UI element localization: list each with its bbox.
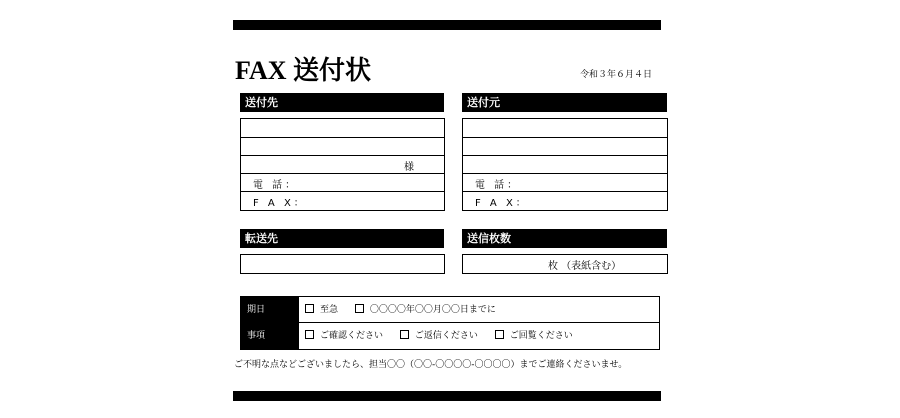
from-line-2[interactable] <box>463 138 667 156</box>
honorific-label: 様 <box>404 162 414 173</box>
matter-option-circulate-label: ご回覧ください <box>509 331 573 341</box>
to-line-1[interactable] <box>241 119 444 138</box>
from-line-1[interactable] <box>463 119 667 138</box>
matter-option-confirm-label: ご確認ください <box>320 331 384 341</box>
checkbox-icon[interactable] <box>495 330 504 339</box>
to-phone-label: 電 話： <box>253 180 299 191</box>
contact-note: ご不明な点などございましたら、担当〇〇（〇〇-〇〇〇〇-〇〇〇〇）までご連絡くださいませ。 <box>234 360 628 370</box>
bottom-rule <box>233 391 661 401</box>
to-name-line[interactable] <box>241 156 444 174</box>
top-rule <box>233 20 661 30</box>
deadline-option-urgent[interactable] <box>305 305 338 315</box>
request-table <box>240 296 660 350</box>
deadline-label: 期日 <box>241 297 299 323</box>
deadline-option-urgent-label: 至急 <box>320 305 339 315</box>
from-fax-line[interactable] <box>463 192 667 210</box>
from-phone-label: 電 話： <box>475 180 521 191</box>
pages-field[interactable] <box>462 254 668 274</box>
matter-option-reply-label: ご返信ください <box>414 331 478 341</box>
forward-heading: 転送先 <box>240 229 444 248</box>
matter-options <box>299 323 659 349</box>
matter-option-circulate[interactable] <box>495 331 573 341</box>
checkbox-icon[interactable] <box>355 304 364 313</box>
from-heading: 送付元 <box>462 93 667 112</box>
to-heading: 送付先 <box>240 93 444 112</box>
pages-count-label: 枚 （表紙含む） <box>548 261 622 272</box>
matter-option-confirm[interactable] <box>305 331 383 341</box>
matter-label: 事項 <box>241 323 299 349</box>
checkbox-icon[interactable] <box>305 330 314 339</box>
from-line-3[interactable] <box>463 156 667 174</box>
matter-option-reply[interactable] <box>400 331 478 341</box>
deadline-option-date[interactable] <box>355 305 496 315</box>
pages-heading: 送信枚数 <box>462 229 667 248</box>
from-box <box>462 118 668 211</box>
to-phone-line[interactable] <box>241 174 444 192</box>
checkbox-icon[interactable] <box>305 304 314 313</box>
checkbox-icon[interactable] <box>400 330 409 339</box>
deadline-option-date-label: 〇〇〇〇年〇〇月〇〇日までに <box>369 305 496 315</box>
to-box <box>240 118 445 211</box>
document-date: 令和３年６月４日 <box>580 70 653 80</box>
from-phone-line[interactable] <box>463 174 667 192</box>
deadline-options <box>299 297 659 323</box>
to-line-2[interactable] <box>241 138 444 156</box>
to-fax-line[interactable] <box>241 192 444 210</box>
forward-field[interactable] <box>240 254 445 274</box>
from-fax-label: F A X： <box>475 198 529 209</box>
to-fax-label: F A X： <box>253 198 307 209</box>
document-title: FAX 送付状 <box>235 56 372 85</box>
